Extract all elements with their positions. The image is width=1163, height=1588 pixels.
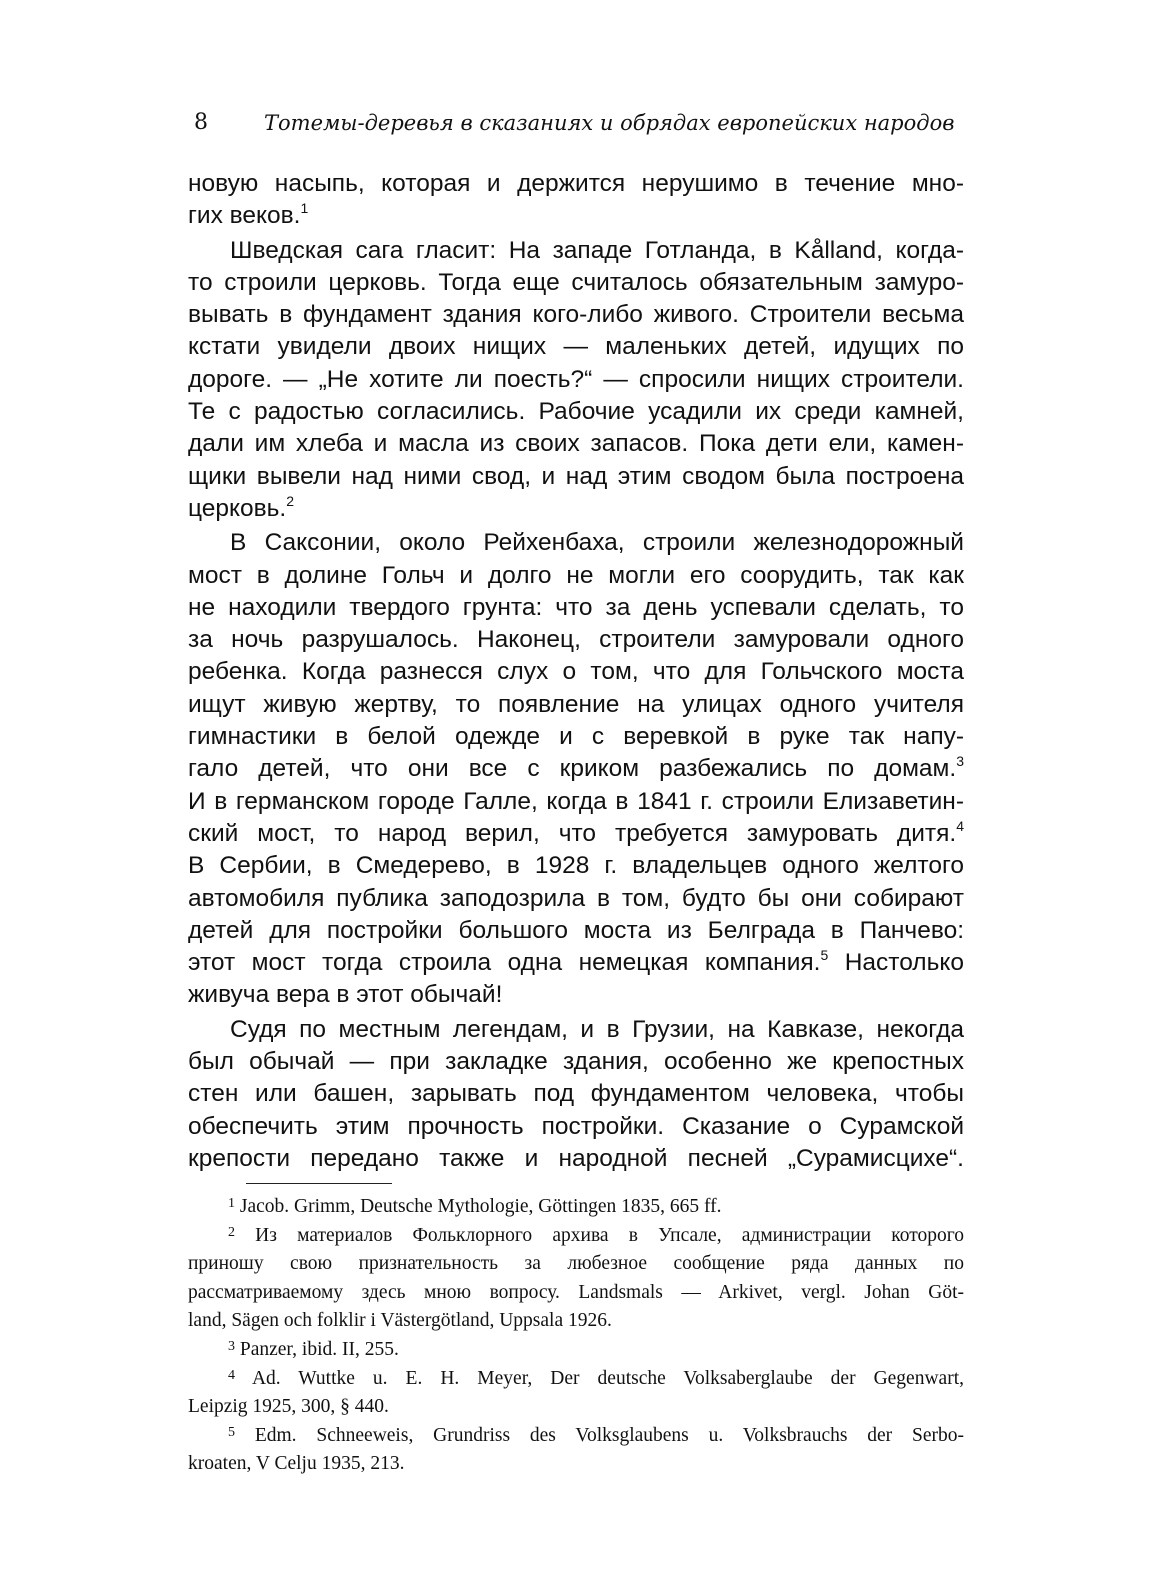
footnote-3 <box>188 1336 964 1365</box>
text-fragment: гало детей, что они все с криком разбежались по домам. <box>188 755 957 783</box>
text-line <box>188 753 964 785</box>
main-text <box>188 168 964 1175</box>
footnote-mark: 3 <box>228 1338 235 1354</box>
text-line: Те с радостью согласились. Рабочие усадили их среди камней, <box>188 398 964 426</box>
text-fragment: церковь. <box>188 494 287 522</box>
text-line: то строили церковь. Тогда еще считалось обязательным замуро- <box>188 268 964 296</box>
text-line: обеспечить этим прочность постройки. Сказание о Сурамской <box>188 1112 964 1140</box>
text-line: мост в долине Гольч и долго не могли его соорудить, так как <box>188 561 964 589</box>
text-line: Шведская сага гласит: На западе Готланда, в Kålland, когда- <box>230 236 964 264</box>
text-line: вывать в фундамент здания кого-либо живого. Строители весьма <box>188 301 964 329</box>
text-line <box>188 947 964 979</box>
footnote-text: Ad. Wuttke u. E. H. Meyer, Der deutsche Volksaberglaube der Gegenwart, <box>251 1367 964 1389</box>
footnote-separator <box>246 1183 392 1184</box>
text-line: В Сербии, в Смедерево, в 1928 г. владельцев одного желтого <box>188 852 964 880</box>
text-fragment: гих веков. <box>188 202 301 230</box>
text-line: И в германском городе Галле, когда в 1841 г. строили Елизаветин- <box>188 787 964 815</box>
text-line: ищут живую жертву, то появление на улицах одного учителя <box>188 690 964 718</box>
footnote-mark: 1 <box>228 1196 235 1211</box>
text-line <box>188 493 964 525</box>
footnote-2 <box>188 1222 964 1251</box>
footnote-5 <box>188 1422 964 1451</box>
text-line: гимнастики в белой одежде и с веревкой в руке так напу- <box>188 723 964 751</box>
footnote-ref[interactable]: 5 <box>820 947 829 964</box>
page-number: 8 <box>194 110 208 135</box>
text-line: Судя по местным легендам, и в Грузии, на Кавказе, некогда <box>230 1015 964 1043</box>
text-line: живуча вера в этот обычай! <box>188 981 503 1009</box>
running-title: Тотемы-деревья в сказаниях и обрядах европейских народов <box>264 111 955 135</box>
text-line: стен или башен, зарывать под фундаментом человека, чтобы <box>188 1080 964 1108</box>
footnote-line: Leipzig 1925, 300, § 440. <box>188 1396 389 1418</box>
footnote-ref[interactable]: 2 <box>286 492 295 509</box>
text-line: дали им хлеба и масла из своих запасов. Пока дети ели, камен- <box>188 430 964 458</box>
footnote-ref[interactable]: 3 <box>956 753 964 770</box>
footnote-line: рассматриваемому здесь мною вопросу. Landsmals — Arkivet, vergl. Johan Göt- <box>188 1281 964 1303</box>
text-line: за ночь разрушалось. Наконец, строители замуровали одного <box>188 626 964 654</box>
footnote-text: Jacob. Grimm, Deutsche Mythologie, Göttingen 1835, 665 ff. <box>239 1196 722 1217</box>
text-line: ребенка. Когда разнесся слух о том, что для Гольчского моста <box>188 658 964 686</box>
text-line: щики вывели над ними свод, и над этим сводом была построена <box>188 462 964 490</box>
footnote-ref[interactable]: 1 <box>300 200 309 217</box>
footnote-1 <box>188 1193 964 1222</box>
footnote-text: Из материалов Фольклорного архива в Упсале, администрации которого <box>255 1224 965 1246</box>
text-fragment: этот мост тогда строила одна немецкая компания. <box>188 949 821 977</box>
footnote-text: Edm. Schneeweis, Grundriss des Volksglaubens u. Volksbrauchs der Serbo- <box>254 1424 964 1446</box>
text-line: крепости передано также и народной песней „Сурамисцихе“. <box>188 1144 964 1172</box>
footnote-mark: 4 <box>228 1367 235 1383</box>
footnote-ref[interactable]: 4 <box>956 817 964 834</box>
text-line: новую насыпь, которая и держится нерушимо в течение мно- <box>188 170 964 197</box>
footnote-line: kroaten, V Celju 1935, 213. <box>188 1453 405 1475</box>
footnote-4 <box>188 1365 964 1394</box>
footnote-line: land, Sägen och folklir i Västergötland, Uppsala 1926. <box>188 1310 612 1332</box>
text-line: В Саксонии, около Рейхенбаха, строили железнодорожный <box>230 529 964 557</box>
text-line: автомобиля публика заподозрила в том, будто бы они собирают <box>188 884 964 912</box>
text-line <box>188 200 964 232</box>
footnote-mark: 5 <box>228 1424 235 1440</box>
text-line: дороге. — „Не хотите ли поесть?“ — спросили нищих строители. <box>188 365 964 393</box>
footnote-mark: 2 <box>228 1224 235 1240</box>
text-line: кстати увидели двоих нищих — маленьких детей, идущих по <box>188 333 964 361</box>
text-line: не находили твердого грунта: что за день успевали сделать, то <box>188 593 964 621</box>
text-fragment: ский мост, то народ верил, что требуется замуровать дитя. <box>188 819 957 847</box>
footnotes <box>188 1193 964 1479</box>
footnote-text: Panzer, ibid. II, 255. <box>239 1338 399 1360</box>
page-header <box>188 108 964 138</box>
footnote-line: приношу свою признательность за любезное сообщение ряда данных по <box>188 1253 964 1275</box>
text-fragment: Настолько <box>828 949 964 977</box>
text-line: был обычай — при закладке здания, особенно же крепостных <box>188 1048 964 1076</box>
text-line <box>188 818 964 850</box>
text-line: детей для постройки большого моста из Белграда в Панчево: <box>188 916 964 944</box>
